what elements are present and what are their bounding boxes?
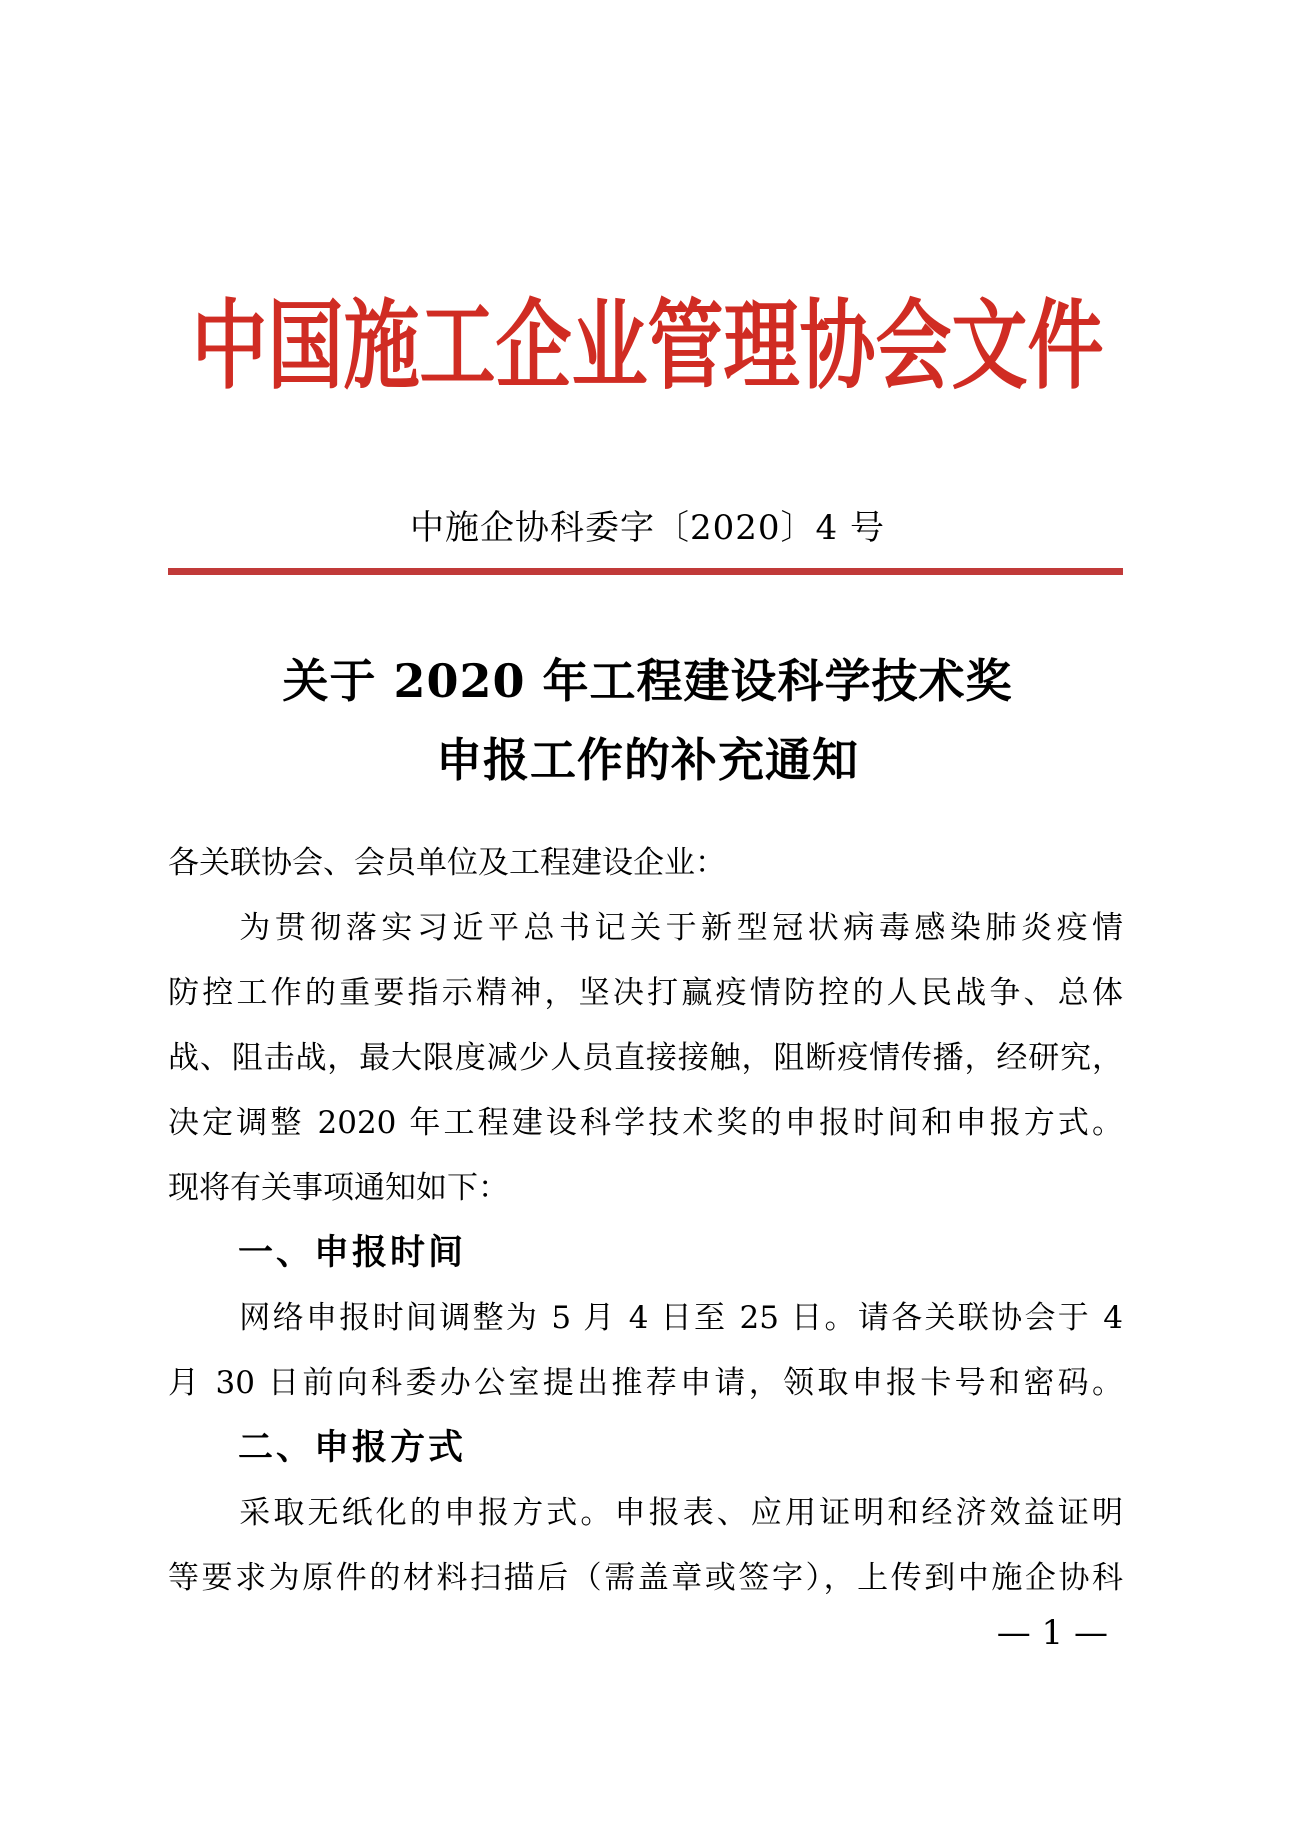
paragraph-1-line-2: 防控工作的重要指示精神，坚决打赢疫情防控的人民战争、总体 bbox=[168, 975, 1123, 1011]
section-2-line-2: 等要求为原件的材料扫描后（需盖章或签字），上传到中施企协科 bbox=[168, 1560, 1123, 1596]
document-title-line-1: 关于 2020 年工程建设科学技术奖 bbox=[282, 654, 1013, 708]
section-1-line-2: 月 30 日前向科委办公室提出推荐申请，领取申报卡号和密码。 bbox=[168, 1365, 1123, 1401]
document-title-line-2: 申报工作的补充通知 bbox=[436, 733, 859, 787]
section-2-line-1: 采取无纸化的申报方式。申报表、应用证明和经济效益证明 bbox=[239, 1495, 1123, 1531]
document-title bbox=[0, 642, 1295, 800]
section-1-line-1: 网络申报时间调整为 5 月 4 日至 25 日。请各关联协会于 4 bbox=[239, 1300, 1123, 1336]
salutation-line: 各关联协会、会员单位及工程建设企业： bbox=[168, 845, 726, 881]
paragraph-1-line-1: 为贯彻落实习近平总书记关于新型冠状病毒感染肺炎疫情 bbox=[239, 910, 1123, 946]
red-divider-rule bbox=[168, 568, 1123, 575]
page-number: — 1 — bbox=[996, 1613, 1108, 1653]
document-body bbox=[168, 831, 1123, 1611]
paragraph-1-line-4: 决定调整 2020 年工程建设科学技术奖的申报时间和申报方式。 bbox=[168, 1105, 1123, 1141]
paragraph-1-line-5: 现将有关事项通知如下： bbox=[168, 1170, 509, 1206]
paragraph-1-line-3: 战、阻击战，最大限度减少人员直接接触，阻断疫情传播，经研究， bbox=[168, 1040, 1123, 1076]
section-heading-2: 二、申报方式 bbox=[238, 1428, 467, 1468]
red-header-title: 中国施工企业管理协会文件 bbox=[191, 288, 1104, 403]
section-heading-1: 一、申报时间 bbox=[238, 1233, 467, 1273]
document-number: 中施企协科委字〔2020〕4 号 bbox=[410, 508, 885, 548]
